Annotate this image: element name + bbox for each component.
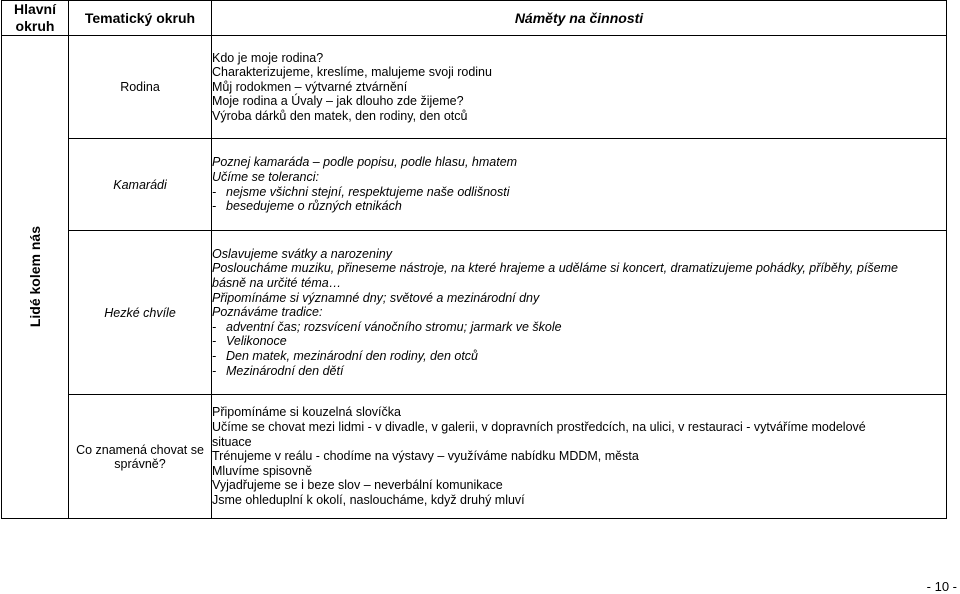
header-thematic-topic: Tematický okruh: [69, 1, 212, 36]
activity-line: básně na určité téma…: [212, 276, 342, 291]
activity-line: Trénujeme v reálu - chodíme na výstavy – využíváme nabídku MDDM, města: [212, 449, 639, 464]
main-topic-cell: [2, 36, 69, 519]
activity-line: Kdo je moje rodina?: [212, 50, 324, 65]
activity-line-bullet: - adventní čas; rozsvícení vánočního stromu; jarmark ve škole: [212, 319, 562, 334]
dash-marker: -: [212, 348, 217, 363]
activity-line: Mluvíme spisovně: [212, 463, 313, 478]
activity-line-bullet: - Den matek, mezinárodní den rodiny, den otců: [212, 348, 478, 363]
topic-chovani: Co znamená chovat se správně?: [69, 395, 212, 519]
activity-line: Poznáváme tradice:: [212, 305, 323, 320]
topic-rodina: Rodina: [69, 36, 212, 139]
activity-line-bullet: - Mezinárodní den dětí: [212, 363, 344, 378]
activity-line: Posloucháme muziku, přineseme nástroje, na které hrajeme a uděláme si koncert, dramatizujeme pohádky, příběhy, píšeme: [212, 261, 898, 276]
activity-line: Jsme ohleduplní k okolí, nasloucháme, když druhý mluví: [212, 492, 525, 507]
dash-marker: -: [212, 363, 217, 378]
activity-line: Moje rodina a Úvaly – jak dlouho zde žijeme?: [212, 94, 464, 109]
activities-kamaradi: [212, 139, 947, 231]
activity-line: Učíme se toleranci:: [212, 169, 319, 184]
activity-line: Charakterizujeme, kreslíme, malujeme svoji rodinu: [212, 65, 492, 80]
main-topic-label: Lidé kolem nás: [27, 226, 43, 328]
activity-line-bullet: - Velikonoce: [212, 334, 287, 349]
activity-line-bullet: - nejsme všichni stejní, respektujeme naše odlišnosti: [212, 184, 510, 199]
activity-line: Oslavujeme svátky a narozeniny: [212, 246, 392, 261]
activities-chovani: [212, 395, 947, 519]
activities-rodina: [212, 36, 947, 139]
table-row: [2, 231, 947, 395]
table-row: [2, 36, 947, 139]
dash-marker: -: [212, 319, 217, 334]
activities-hezke-chvile: [212, 231, 947, 395]
topic-hezke-chvile: Hezké chvíle: [69, 231, 212, 395]
table-row: [2, 395, 947, 519]
dash-marker: -: [212, 199, 217, 214]
activity-line: situace: [212, 434, 252, 449]
header-main-topic: Hlavní okruh: [2, 1, 69, 36]
activity-line-bullet: - besedujeme o různých etnikách: [212, 199, 402, 214]
page-number: - 10 -: [926, 579, 957, 594]
activity-table: [1, 0, 947, 519]
activity-line: Můj rodokmen – výtvarné ztvárnění: [212, 79, 408, 94]
table-row: [2, 139, 947, 231]
activity-line: Připomínáme si kouzelná slovíčka: [212, 405, 401, 420]
activity-line: Výroba dárků den matek, den rodiny, den otců: [212, 108, 468, 123]
dash-marker: -: [212, 334, 217, 349]
activity-line: Vyjadřujeme se i beze slov – neverbální komunikace: [212, 478, 503, 493]
topic-kamaradi: Kamarádi: [69, 139, 212, 231]
dash-marker: -: [212, 184, 217, 199]
header-row: [2, 1, 947, 36]
activity-line: Učíme se chovat mezi lidmi - v divadle, v galerii, v dopravních prostředcích, na ulici, v restauraci - vytváříme modelové: [212, 420, 866, 435]
activity-line: Připomínáme si významné dny; světové a mezinárodní dny: [212, 290, 540, 305]
activity-line: Poznej kamaráda – podle popisu, podle hlasu, hmatem: [212, 155, 518, 170]
header-activities: Náměty na činnosti: [212, 1, 947, 36]
